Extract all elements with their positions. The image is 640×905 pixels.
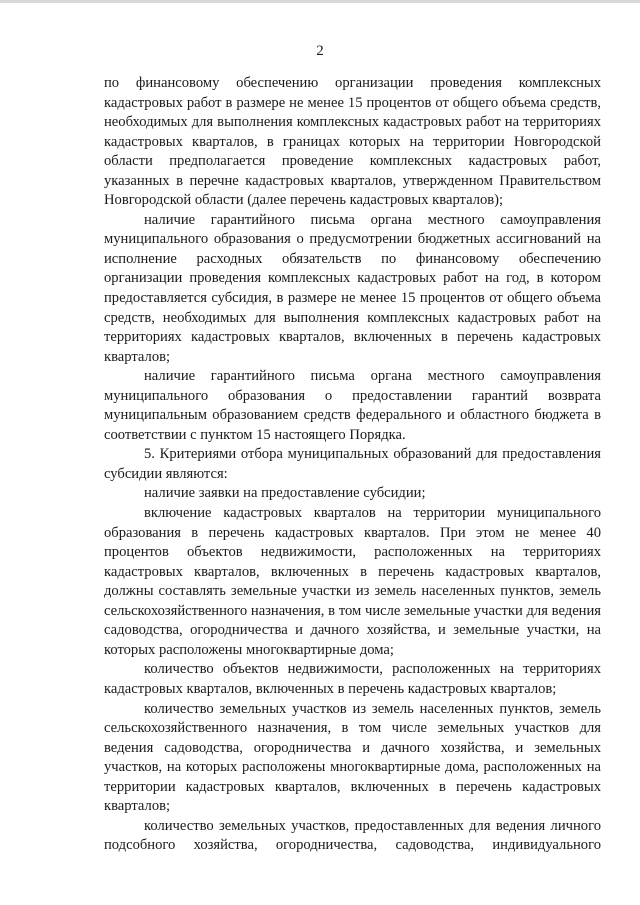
paragraph-real-estate-count: количество объектов недвижимости, расположенных на территориях кадастровых кварталов, включенных в перечень кадастровых кварталов; xyxy=(104,661,601,697)
paragraph-application: наличие заявки на предоставление субсидии; xyxy=(144,485,426,502)
paragraph-guarantee-return: наличие гарантийного письма органа местного самоуправления муниципального образования о предоставлении гарантий возврата муниципальным образованием средств федерального и областного бюджета в соответствии с пунктом 15 настоящего Порядка. xyxy=(104,368,601,443)
paragraph-criteria-heading: 5. Критериями отбора муниципальных образований для предоставления субсидии являются: xyxy=(104,446,601,482)
page-top-edge xyxy=(0,0,640,3)
paragraph-inclusion-quarters: включение кадастровых кварталов на территории муниципального образования в перечень кадастровых кварталов. При этом не менее 40 процентов объектов недвижимости, расположенных на территориях кадастровых кварталов, включенных в перечень кадастровых кварталов, должны составлять земельные участки из земель населенных пунктов, земель сельскохозяйственного назначения, в том числе земельные участки для ведения садоводства, огородничества и дачного хозяйства, и земельные участки, на которых расположены многоквартирные дома; xyxy=(104,505,601,658)
paragraph-guarantee-budget: наличие гарантийного письма органа местного самоуправления муниципального образования о предусмотрении бюджетных ассигнований на исполнение расходных обязательств по финансовому обеспечению организации проведения комплексных кадастровых работ на год, в котором предоставляется субсидия, в размере не менее 15 процентов от общего объема средств, необходимых для выполнения комплексных кадастровых работ на территориях кадастровых кварталов, включенных в перечень кадастровых кварталов; xyxy=(104,211,601,365)
paragraph-land-plots-count: количество земельных участков из земель населенных пунктов, земель сельскохозяйственного назначения, в том числе земельных участков для ведения садоводства, огородничества и дачного хозяйства, и земельных участков, на которых расположены многоквартирные дома, расположенных на территории кадастровых кварталов, включенных в перечень кадастровых кварталов; xyxy=(104,700,601,815)
document-body xyxy=(104,74,601,856)
paragraph-financing: по финансовому обеспечению организации проведения комплексных кадастровых работ в размере не менее 15 процентов от общего объема средств, необходимых для выполнения комплексных кадастровых работ на территориях кадастровых кварталов, в границах которых на территории Новгородской области предполагается проведение комплексных кадастровых работ, указанных в перечне кадастровых кварталов, утвержденном Правительством Новгородской области (далее перечень кадастровых кварталов); xyxy=(104,75,601,209)
paragraph-personal-plots-count: количество земельных участков, предоставленных для ведения личного подсобного хозяйства, огородничества, садоводства, индивидуального xyxy=(104,817,601,854)
page-number: 2 xyxy=(316,43,324,59)
